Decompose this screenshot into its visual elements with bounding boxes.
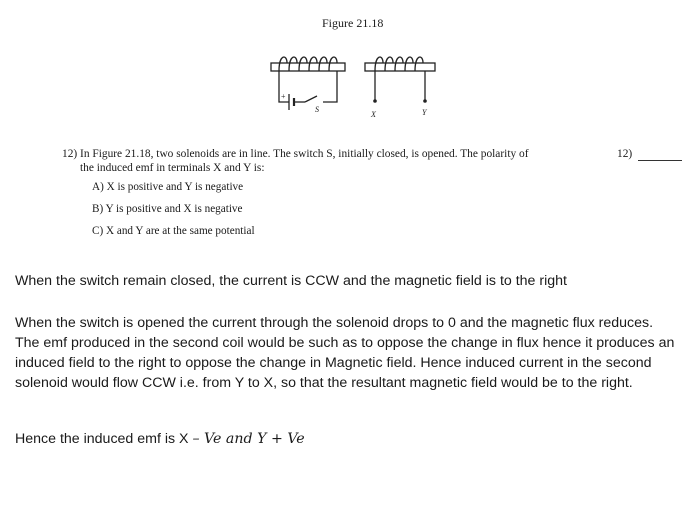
left-solenoid-coils	[279, 57, 337, 71]
question-line-2: the induced emf in terminals X and Y is:	[80, 162, 265, 174]
answer-conclusion-math: – Ve and Y + Ve	[192, 431, 305, 447]
terminal-y-label: Y	[422, 108, 427, 117]
option-c: C) X and Y are at the same potential	[92, 225, 255, 237]
answer-paragraph-1: When the switch remain closed, the current is CCW and the magnetic field is to the right	[15, 273, 567, 289]
question-number-margin: 12)	[617, 148, 633, 160]
option-b: B) Y is positive and X is negative	[92, 203, 243, 215]
battery-plus-label: +	[281, 92, 286, 101]
terminal-y-dot	[423, 99, 427, 103]
option-a: A) X is positive and Y is negative	[92, 181, 244, 193]
switch-label: S	[315, 105, 319, 114]
question-line-1: 12) In Figure 21.18, two solenoids are in line. The switch S, initially closed, is opened. The polarity of	[62, 148, 529, 160]
left-solenoid-core	[271, 63, 345, 71]
battery-symbol	[289, 94, 294, 110]
question-text	[62, 147, 602, 175]
answer-paragraph-2: When the switch is opened the current through the solenoid drops to 0 and the magnetic flux reduces. The emf produced in the second coil would be such as to oppose the change in flux hence it produces an induced field to the right to oppose the change in Magnetic field. Hence induced current in the second solenoid would flow CCW i.e. from Y to X, so that the resultant magnetic field would be to the right.	[15, 315, 675, 391]
solenoid-circuit-diagram	[265, 50, 445, 122]
terminal-leads	[375, 71, 425, 100]
right-solenoid-coils	[375, 57, 423, 71]
answer-paragraph-3	[15, 429, 675, 449]
terminal-x-dot	[373, 99, 377, 103]
answer-blank-line	[638, 160, 682, 161]
terminal-x-label: X	[371, 110, 376, 119]
left-circuit-wires	[279, 71, 337, 102]
figure-title: Figure 21.18	[322, 16, 384, 30]
answer-conclusion-text: Hence the induced emf is X	[15, 431, 189, 447]
